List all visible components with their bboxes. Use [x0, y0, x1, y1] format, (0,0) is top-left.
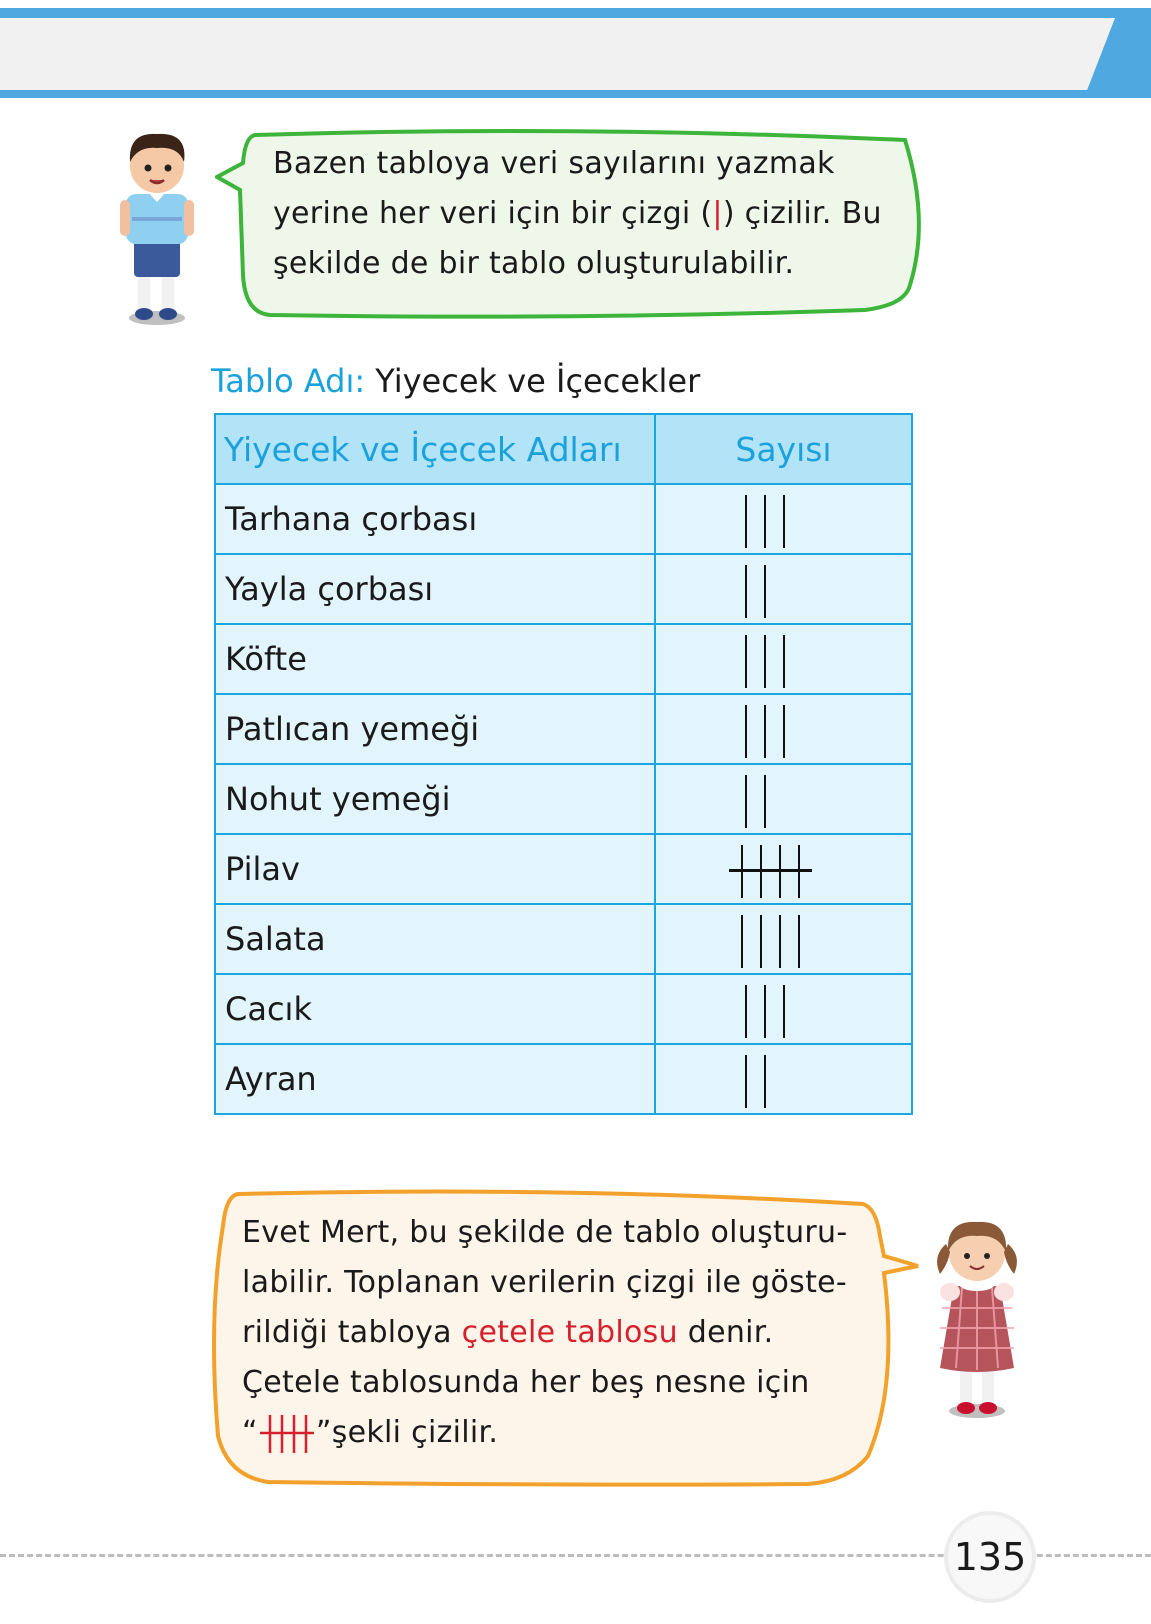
tally-marks: [656, 1045, 911, 1113]
table-row: [215, 694, 912, 764]
table-row: [215, 834, 912, 904]
girl-bubble-line-2: labilir. Toplanan verilerin çizgi ile göste-: [242, 1265, 848, 1300]
boy-illustration: [112, 122, 202, 332]
tally-mark-icon: [779, 845, 781, 898]
column-header-count: Sayısı: [655, 414, 912, 484]
boy-bubble-line-2-text: yerine her veri için bir çizgi (: [273, 196, 713, 231]
close-quote: ”: [315, 1415, 332, 1450]
tally-mark-icon: [764, 985, 766, 1038]
header-panel: [0, 18, 1115, 90]
food-name: Cacık: [215, 974, 655, 1044]
table-row: [215, 974, 912, 1044]
girl-bubble-line-3-end: denir.: [677, 1315, 774, 1350]
tally-marks: [656, 975, 911, 1043]
tally-mark-icon: [764, 565, 766, 618]
tally-count: [655, 764, 912, 834]
tally-marks: [656, 555, 911, 623]
table-row: [215, 1044, 912, 1114]
five-tally-icon: [258, 1411, 316, 1455]
tally-count: [655, 484, 912, 554]
tally-mark-icon: [760, 915, 762, 968]
food-name: Patlıcan yemeği: [215, 694, 655, 764]
tally-mark-icon: [745, 1055, 747, 1108]
table-title-value: Yiyecek ve İçecekler: [375, 362, 701, 400]
girl-bubble-line-4: Çetele tablosunda her beş nesne için: [242, 1365, 810, 1400]
term-cetele-tablosu: çetele tablosu: [461, 1315, 678, 1350]
tally-marks: [656, 695, 911, 763]
tally-mark-icon: [783, 985, 785, 1038]
boy-speech-bubble: [215, 125, 935, 325]
tally-mark-icon: [764, 1055, 766, 1108]
tally-count: [655, 974, 912, 1044]
tally-count: [655, 554, 912, 624]
girl-illustration: [922, 1208, 1032, 1423]
table-row: [215, 624, 912, 694]
tally-table: [214, 413, 913, 1115]
tally-mark-icon: [783, 635, 785, 688]
food-name: Nohut yemeği: [215, 764, 655, 834]
tally-count: [655, 694, 912, 764]
table-row: [215, 554, 912, 624]
table-title-label: Tablo Adı:: [211, 362, 366, 400]
food-name: Yayla çorbası: [215, 554, 655, 624]
boy-bubble-line-1: Bazen tabloya veri sayılarını yazmak: [273, 146, 835, 181]
boy-bubble-line-2-end: ) çizilir. Bu: [722, 196, 882, 231]
tally-mark-icon: [745, 705, 747, 758]
boy-bubble-line-2: [273, 189, 882, 239]
food-name: Tarhana çorbası: [215, 484, 655, 554]
tally-marks: [656, 765, 911, 833]
girl-bubble-line-5-text: şekli çizilir.: [331, 1415, 499, 1450]
tally-marks: [656, 485, 911, 553]
tally-mark-icon: [798, 845, 800, 898]
tally-count: [655, 904, 912, 974]
table-row: [215, 484, 912, 554]
table-header-row: [215, 414, 912, 484]
page-number: 135: [944, 1511, 1036, 1603]
tally-mark-icon: [798, 915, 800, 968]
boy-bubble-line-3: şekilde de bir tablo oluşturulabilir.: [273, 246, 795, 281]
tally-mark-icon: [745, 635, 747, 688]
tally-mark-icon: [741, 845, 743, 898]
open-quote: “: [242, 1415, 258, 1450]
girl-bubble-line-5: [242, 1408, 847, 1458]
food-name: Köfte: [215, 624, 655, 694]
table-row: [215, 904, 912, 974]
tally-mark-icon: [745, 985, 747, 1038]
tally-mark-icon: [764, 775, 766, 828]
tally-marks: [656, 625, 911, 693]
tally-mark-icon: [783, 705, 785, 758]
tally-count: [655, 1044, 912, 1114]
girl-bubble-line-3-start: rildiği tabloya: [242, 1315, 462, 1350]
tally-marks: [656, 835, 911, 903]
tally-mark-icon: [745, 495, 747, 548]
food-name: Salata: [215, 904, 655, 974]
girl-bubble-line-1: Evet Mert, bu şekilde de tablo oluşturu-: [242, 1215, 848, 1250]
tally-mark-icon: [764, 495, 766, 548]
column-header-name: Yiyecek ve İçecek Adları: [215, 414, 655, 484]
tally-count: [655, 834, 912, 904]
tally-mark-icon: [741, 915, 743, 968]
tally-count: [655, 624, 912, 694]
girl-speech-bubble: [208, 1186, 928, 1491]
girl-bubble-line-3: [242, 1308, 847, 1358]
tally-strike-icon: [729, 869, 812, 872]
tally-mark-icon: [745, 775, 747, 828]
food-name: Pilav: [215, 834, 655, 904]
table-title: [211, 362, 700, 400]
tally-mark-icon: [745, 565, 747, 618]
table-row: [215, 764, 912, 834]
tally-mark-example: |: [712, 196, 723, 231]
food-name: Ayran: [215, 1044, 655, 1114]
tally-mark-icon: [779, 915, 781, 968]
tally-marks: [656, 905, 911, 973]
tally-mark-icon: [783, 495, 785, 548]
tally-mark-icon: [764, 635, 766, 688]
tally-mark-icon: [760, 845, 762, 898]
tally-mark-icon: [764, 705, 766, 758]
